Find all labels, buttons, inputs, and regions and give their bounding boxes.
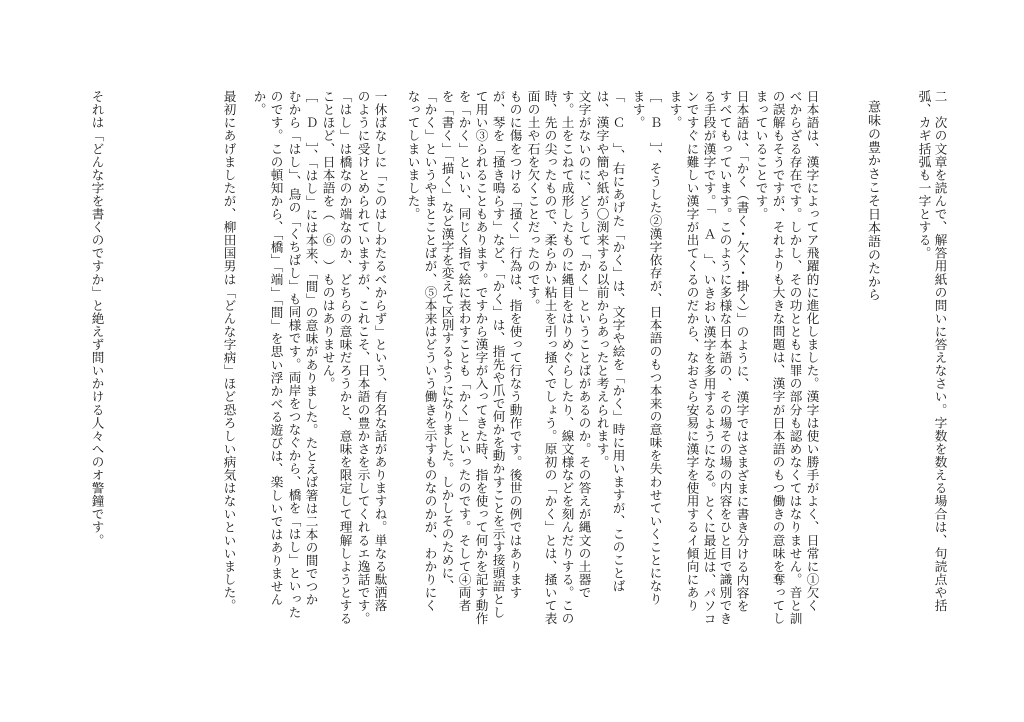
text-column: を「書く」「描く」など漢字を変えて区別するようになりました。しかしそのために、 <box>439 90 455 593</box>
text-column: か。 <box>251 90 267 117</box>
text-column: 弧、カギ括弧も一字とする。 <box>916 90 932 260</box>
text-column: 文字がないのに、どうして「かく」ということばがあるのか。その答えが縄文の土器で <box>576 90 592 599</box>
text-column: ます。 <box>667 90 683 130</box>
text-column: ことほど、日本語を（ ⑥ ）ものはありません。 <box>320 90 336 391</box>
text-column: ます。 <box>630 90 646 130</box>
text-column: ンですぐに難しい漢字が出てくるのだから、なおさら安易に漢字を使用するイ傾向にあり <box>684 90 700 612</box>
text-column: 最初にあげましたが、柳田国男は「どんな字病」ほど恐ろしい病気はないといいました。 <box>221 90 237 612</box>
text-column: の誤解もそうですが、それよりも大きな問題は、漢字が日本語のもつ働きの意味を奪ってし <box>770 90 786 626</box>
text-column: なってしまいました。 <box>405 90 421 221</box>
text-column: す。土をこねて成形したものに縄目をはりめぐらしたり、線文様などを刻んだりする。この <box>559 90 575 626</box>
text-column: 面の土や石を欠くことだったのです。 <box>525 90 541 312</box>
text-column: を「かく」といい、同じく指で絵に表わすことも「かく」といったのです。そして④両者 <box>456 90 472 612</box>
text-column: る手段が漢字です。「 Ａ 」、いきおい漢字を多用するようになる。とくに最近は、パソコ <box>701 90 717 626</box>
text-column: ［ Ｄ ］、「はし」には本来、「間」の意味がありました。たとえば箸は二本の間でつか <box>303 90 319 607</box>
text-column: それは「どんな字を書くのですか」と絶えず問いかける人々へのオ警鐘です。 <box>89 90 105 547</box>
text-column: のです。この頓知から、「橋」「端」「間」を思い浮かべる遊びは、楽しいではありません <box>268 90 284 607</box>
text-column: 日本語は、「かく（書く・欠く・掛く）」のように、漢字ではさまざまに書き分ける内容を <box>734 90 750 613</box>
text-column: べからざる存在です。しかし、その功とともに罪の部分も認めなくてはなりません。音と訓 <box>787 90 803 626</box>
text-column: むから「はし」、鳥の「くちばし」も同様です。両岸をつなぐから、橋を「はし」といった <box>286 90 302 619</box>
text-column: て用い③られることもあります。ですから漢字が入ってきた時、指を使って何かを記す動作 <box>473 90 489 626</box>
text-column: ものに傷をつける「掻く」行為は、指を使って行なう動作です。後世の例ではあります <box>507 90 523 599</box>
text-column: 「かく」というやまとことばが、⑤本来はどういう働きを示すものなのかが、わかりにく <box>422 90 438 612</box>
text-column: 一休ばなしに「このはしわたるべからず」という、有名な話がありますね。単なる駄洒落 <box>372 90 388 612</box>
text-column: が、琴を「掻き鳴らす」など、「かく」は、指先や爪で何かを動かすことを示す接頭語とし <box>490 90 506 619</box>
text-column: は、漢字や簡や紙が〇渕来する以前からあったと考えられます。 <box>594 90 610 469</box>
text-column: まっていることです。 <box>753 90 769 221</box>
text-column: ［ Ｂ ］、そうした②漢字依存が、日本語のもつ本来の意味を失わせていくことになり <box>647 90 663 606</box>
text-column: 時、先の尖ったもので、柔らかい粘土を引っ掻くでしょう。原初の「かく」とは、掻いて表 <box>542 90 558 626</box>
text-column: 日本語は、漢字によってア飛躍的に進化しました。漢字は使い勝手がよく、日常に①欠く <box>804 90 820 612</box>
document-title: 意味の豊かさこそ日本語のたから <box>865 100 880 302</box>
text-column: 二 次の文章を読んで、解答用紙の問いに答えなさい。字数を数える場合は、句読点や括 <box>932 90 948 612</box>
text-column: すべてもっています。このように多様な日本語の、その場その場の内容をひと目で識別でき <box>717 90 733 626</box>
text-column: のように受けとめられていますが、これこそ、日本語の豊かさを示してくれるエ逸話です。 <box>355 90 371 626</box>
text-column: 「はし」は橋なのか端なのか、どちらの意味だろうかと、意味を限定して理解しようとする <box>337 90 353 626</box>
text-column: 「 Ｃ 」、右にあげた「かく」は、文字や絵を「かく」時に用いますが、このことば <box>610 90 626 593</box>
